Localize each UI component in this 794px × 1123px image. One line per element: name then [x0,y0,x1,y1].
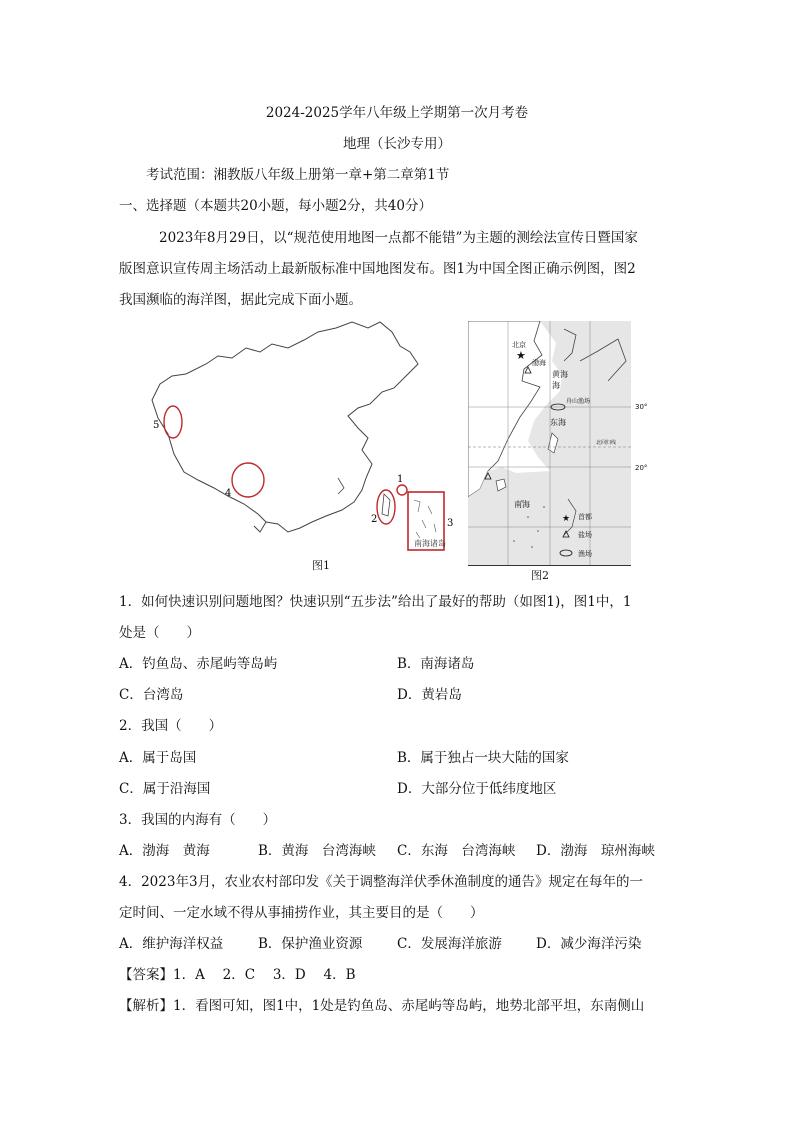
zhoushan-label: 舟山渔场 [566,398,591,405]
q4-option-a: A．维护海洋权益 [119,936,224,952]
q3-stem: 3．我国的内海有（ ） [119,812,277,828]
lat-30-label: 30° [635,403,648,411]
legend-fishery: 渔场 [578,550,592,558]
q1-option-a: A．钓鱼岛、赤尾屿等岛屿 [119,656,278,672]
q1-option-c: C．台湾岛 [119,687,184,703]
marker-label-4: 4 [225,488,232,499]
figure-1-caption: 图1 [312,559,330,572]
answer-line: 【答案】1．A 2．C 3．D 4．B [119,967,356,983]
passage-line-2: 版图意识宣传周主场活动上最新版标准中国地图发布。图1为中国全图正确示例图，图2 [119,261,636,277]
circle-marker-1 [397,485,407,495]
passage-line-3: 我国濒临的海洋图，据此完成下面小题。 [119,292,362,308]
donghai-label: 东海 [550,418,566,427]
circle-marker-4 [232,463,264,497]
figure-2-seas-map [468,321,632,567]
tropic-label: 北回归线 [596,440,617,446]
q4-stem-line-2: 定时间、一定水域不得从事捕捞作业，其主要目的是（ ） [119,905,484,921]
q1-option-b: B．南海诸岛 [397,656,475,672]
analysis-line: 【解析】1．看图可知，图1中，1处是钓鱼岛、赤尾屿等岛屿，地势北部平坦，东南侧山 [119,998,645,1014]
q3-option-a: A．渤海 黄海 [119,843,210,859]
q3-option-c: C．东海 台湾海峡 [397,843,516,859]
q2-option-a: A．属于岛国 [119,750,197,766]
q4-option-d: D．减少海洋污染 [536,936,642,952]
q4-option-b: B．保护渔业资源 [258,936,363,952]
circle-marker-5 [164,406,182,438]
q2-option-d: D．大部分位于低纬度地区 [397,781,557,797]
svg-text:★: ★ [562,514,571,524]
q2-option-c: C．属于沿海国 [119,781,211,797]
legend-saltfield: 盐场 [578,531,592,539]
exam-subtitle: 地理（长沙专用） [343,136,451,152]
legend-capital: 首都 [578,513,592,521]
marker-label-5: 5 [153,420,160,431]
q4-stem-line-1: 4．2023年3月，农业农村部印发《关于调整海洋伏季休渔制度的通告》规定在每年的一 [119,874,644,890]
exam-scope: 考试范围：湘教版八年级上册第一章+第二章第1节 [146,167,450,183]
nanhai-label: 南海 [514,500,530,509]
figure-1-china-map [148,318,458,576]
capital-star-icon: ★ [516,349,526,362]
marker-label-1: 1 [397,474,404,485]
inset-label: 南海诸岛 [414,539,446,548]
q2-option-b: B．属于独占一块大陆的国家 [397,750,569,766]
circle-marker-2 [377,490,395,524]
q1-stem-line-2: 处是（ ） [119,625,200,641]
lat-20-label: 20° [635,464,648,472]
section-title: 一、选择题（本题共20小题，每小题2分，共40分） [119,198,432,214]
q2-stem: 2．我国（ ） [119,718,223,734]
bohai-label: 渤海 [532,359,546,367]
marker-label-2: 2 [371,514,378,525]
figure-2-caption: 图2 [531,569,549,582]
q3-option-d: D．渤海 琼州海峡 [536,843,655,859]
q4-option-c: C．发展海洋旅游 [397,936,502,952]
q1-option-d: D．黄岩岛 [397,687,462,703]
q1-stem-line-1: 1．如何快速识别问题地图？快速识别“五步法”给出了最好的帮助（如图1)，图1中，1 [119,594,632,610]
beijing-label: 北京 [512,341,526,349]
huanghai-label-2: 海 [552,381,560,390]
exam-title: 2024-2025学年八年级上学期第一次月考卷 [265,105,529,121]
marker-label-3: 3 [447,518,454,529]
q3-option-b: B．黄海 台湾海峡 [258,843,376,859]
huanghai-label: 黄海 [552,370,568,379]
passage-line-1: 2023年8月29日，以“规范使用地图一点都不能错”为主题的测绘法宣传日暨国家 [159,230,638,246]
